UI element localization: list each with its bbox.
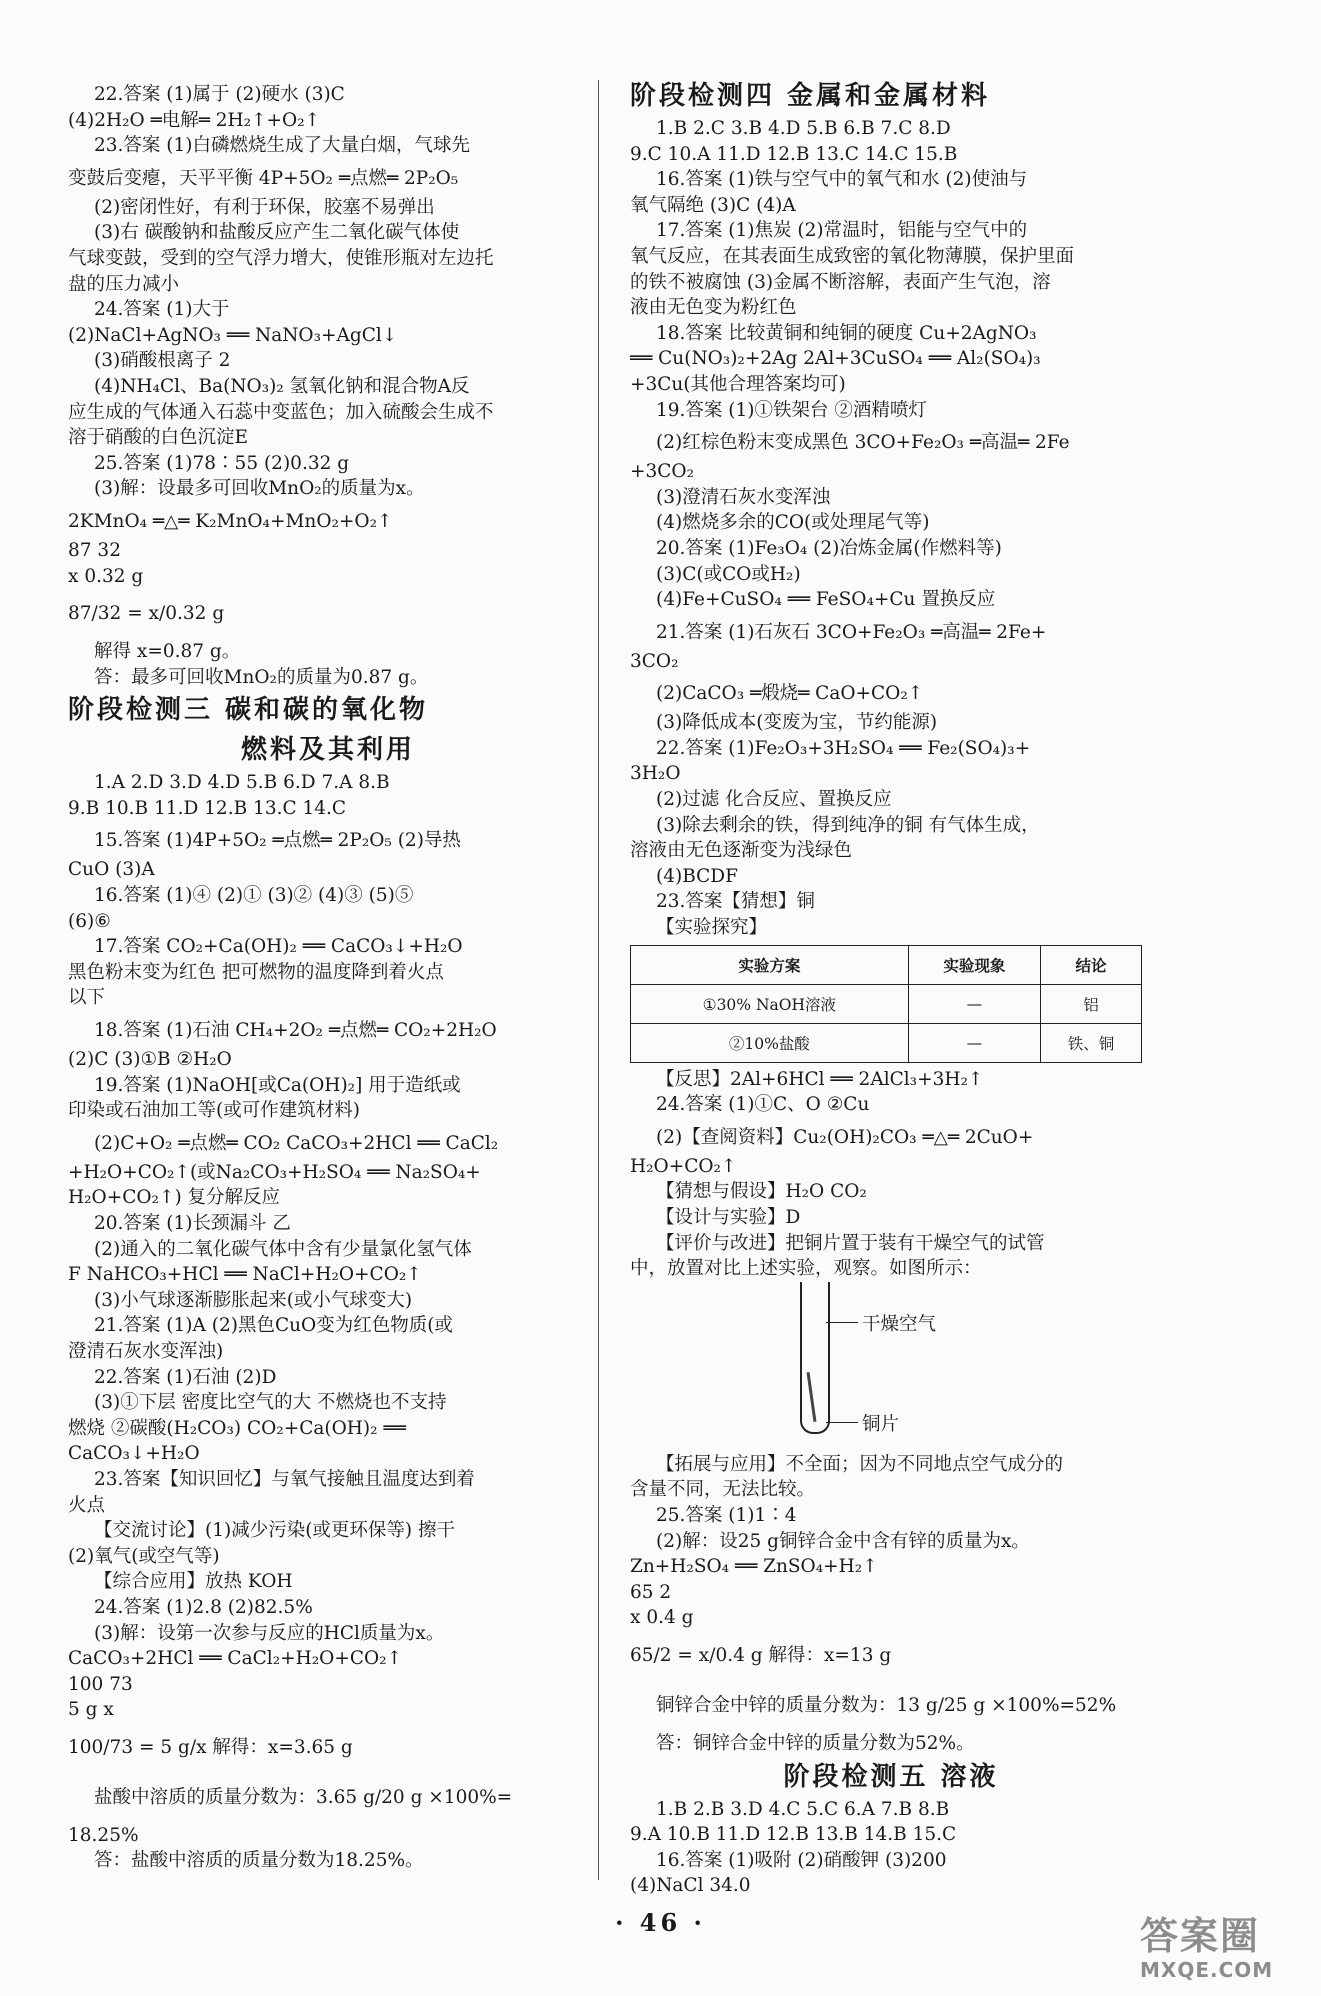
section-4-answers-cont [630, 1067, 1152, 1282]
right-column [630, 82, 1152, 1899]
text-line: 22.答案 (1)石油 (2)D [94, 1366, 277, 1388]
text-line: (4)燃烧多余的CO(或处理尾气等) [656, 512, 930, 534]
text-line: 溶于硝酸的白色沉淀E [68, 427, 249, 449]
table-header: 实验方案 [631, 945, 909, 984]
text-line: 1.B 2.B 3.D 4.C 5.C 6.A 7.B 8.B [656, 1798, 950, 1820]
text-line: (2)CaCO₃ ═煅烧═ CaO+CO₂↑ [656, 683, 924, 705]
text-line: +3Cu(其他合理答案均可) [630, 373, 846, 395]
text-line: x 0.4 g [630, 1607, 694, 1629]
text-line: 黑色粉末变为红色 把可燃物的温度降到着火点 [68, 961, 444, 983]
text-line: (3)硝酸根离子 2 [94, 350, 231, 372]
text-line: 氧气隔绝 (3)C (4)A [630, 194, 796, 216]
text-line: 100/73 = 5 g/x 解得：x=3.65 g [68, 1736, 353, 1758]
text-line: 1.B 2.C 3.B 4.D 5.B 6.B 7.C 8.D [656, 118, 951, 139]
text-line: 18.答案 (1)石油 CH₄+2O₂ ═点燃═ CO₂+2H₂O [94, 1020, 497, 1042]
text-line: 答：盐酸中溶质的质量分数为18.25%。 [94, 1850, 424, 1872]
text-line: CaCO₃+2HCl ══ CaCl₂+H₂O+CO₂↑ [68, 1648, 403, 1670]
text-line: (3)解：设最多可回收MnO₂的质量为x。 [94, 478, 425, 500]
text-line: 溶液由无色逐渐变为浅绿色 [630, 840, 853, 862]
text-line: 燃烧 ②碳酸(H₂CO₃) CO₂+Ca(OH)₂ ══ [68, 1417, 406, 1439]
text-line: (2)密闭性好，有利于环保，胶塞不易弹出 [94, 196, 435, 218]
text-line: (4)NaCl 34.0 [630, 1875, 751, 1897]
text-line: 24.答案 (1)大于 [94, 299, 230, 321]
text-line: 【评价与改进】把铜片置于装有干燥空气的试管 [656, 1232, 1045, 1254]
section-heading-3-sub: 燃料及其利用 [240, 735, 415, 766]
text-line: 【交流讨论】(1)减少污染(或更环保等) 擦干 [94, 1520, 456, 1542]
text-line: 含量不同，无法比较。 [630, 1479, 816, 1501]
text-line: 18.25% [68, 1824, 139, 1846]
text-line: 24.答案 (1)①C、O ②Cu [656, 1094, 870, 1116]
section-3-answers [68, 770, 588, 1874]
text-line: (3)C(或CO或H₂) [656, 563, 801, 585]
text-line: 65 2 [630, 1581, 672, 1603]
text-line: (4)NH₄Cl、Ba(NO₃)₂ 氢氧化钠和混合物A反 [94, 375, 470, 397]
text-line: ══ Cu(NO₃)₂+2Ag 2Al+3CuSO₄ ══ Al₂(SO₄)₃ [630, 348, 1041, 370]
text-line: (4)Fe+CuSO₄ ══ FeSO₄+Cu 置换反应 [656, 589, 996, 611]
text-line: 2KMnO₄ ═△═ K₂MnO₄+MnO₂+O₂↑ [68, 510, 393, 532]
text-line: (6)⑥ [68, 910, 111, 932]
text-line: 中，放置对比上述实验，观察。如图所示： [630, 1258, 982, 1280]
table-row [631, 984, 1142, 1023]
text-line: 印染或石油加工等(或可作建筑材料) [68, 1100, 360, 1122]
text-line: (2)C+O₂ ═点燃═ CO₂ CaCO₃+2HCl ══ CaCl₂ [94, 1132, 499, 1154]
text-line: 21.答案 (1)石灰石 3CO+Fe₂O₃ ═高温═ 2Fe+ [656, 621, 1047, 643]
section-4-answers [630, 116, 1152, 941]
text-line: (2)红棕色粉末变成黑色 3CO+Fe₂O₃ ═高温═ 2Fe [656, 432, 1070, 454]
text-line: +H₂O+CO₂↑(或Na₂CO₃+H₂SO₄ ══ Na₂SO₄+ [68, 1161, 481, 1183]
text-line: (3)澄清石灰水变浑浊 [656, 486, 831, 508]
figure-label-dry-air: 干燥空气 [862, 1313, 937, 1335]
test-tube-figure [630, 1282, 1152, 1452]
text-line: 5 g x [68, 1699, 114, 1721]
text-line: 87/32 = x/0.32 g [68, 603, 225, 625]
text-line: 21.答案 (1)A (2)黑色CuO变为红色物质(或 [94, 1315, 453, 1337]
table-header: 实验现象 [908, 945, 1040, 984]
text-line: 答：最多可回收MnO₂的质量为0.87 g。 [94, 666, 429, 688]
text-line: Zn+H₂SO₄ ══ ZnSO₄+H₂↑ [630, 1556, 878, 1578]
text-line: 100 73 [68, 1673, 133, 1695]
text-line: 【猜想与假设】H₂O CO₂ [656, 1181, 867, 1203]
text-line: 澄清石灰水变浑浊) [68, 1340, 224, 1362]
text-line: 【设计与实验】D [656, 1207, 801, 1228]
text-line: 变鼓后变瘪，天平平衡 4P+5O₂ ═点燃═ 2P₂O₅ [68, 167, 459, 189]
table-cell: — [908, 984, 1040, 1023]
text-line: 16.答案 (1)吸附 (2)硝酸钾 (3)200 [656, 1849, 947, 1871]
text-line: H₂O+CO₂↑ [630, 1155, 737, 1177]
watermark-url: MXQE.COM [1140, 1958, 1274, 1982]
text-line: (3)解：设第一次参与反应的HCl质量为x。 [94, 1622, 445, 1644]
leader-line [826, 1422, 858, 1424]
text-line: 23.答案【猜想】铜 [656, 891, 815, 913]
leader-line [826, 1322, 858, 1324]
watermark-text: 答案圈 [1140, 1914, 1261, 1958]
watermark-logo [1140, 1905, 1310, 1985]
column-divider [598, 80, 599, 1880]
text-line: 铜锌合金中锌的质量分数为：13 g/25 g ×100%=52% [656, 1694, 1117, 1716]
text-line: 65/2 = x/0.4 g 解得：x=13 g [630, 1644, 892, 1666]
table-cell: 铝 [1041, 984, 1142, 1023]
text-line: 17.答案 (1)焦炭 (2)常温时，铝能与空气中的 [656, 220, 1028, 242]
text-line: (3)除去剩余的铁，得到纯净的铜 有气体生成， [656, 814, 1040, 836]
text-line: (2)C (3)①B ②H₂O [68, 1049, 232, 1071]
table-cell: — [908, 1023, 1040, 1062]
experiment-table [630, 945, 1142, 1063]
text-line: 22.答案 (1)Fe₂O₃+3H₂SO₄ ══ Fe₂(SO₄)₃+ [656, 737, 1031, 759]
text-line: 9.C 10.A 11.D 12.B 13.C 14.C 15.B [630, 143, 958, 165]
text-line: (3)小气球逐渐膨胀起来(或小气球变大) [94, 1289, 413, 1311]
table-cell: 铁、铜 [1041, 1023, 1142, 1062]
table-cell: ②10%盐酸 [631, 1023, 909, 1062]
text-line: 以下 [68, 987, 106, 1009]
text-line: 【反思】2Al+6HCl ══ 2AlCl₃+3H₂↑ [656, 1068, 984, 1090]
text-line: CaCO₃↓+H₂O [68, 1443, 200, 1465]
text-line: 20.答案 (1)长颈漏斗 乙 [94, 1213, 291, 1234]
left-column [68, 82, 588, 1874]
text-line: 火点 [68, 1494, 106, 1516]
text-line: (3)右 碳酸钠和盐酸反应产生二氧化碳气体使 [94, 222, 460, 244]
text-line: 【拓展与应用】不全面；因为不同地点空气成分的 [656, 1453, 1064, 1475]
text-line: 气球变鼓，受到的空气浮力增大，使锥形瓶对左边托 [68, 247, 494, 269]
text-line: F NaHCO₃+HCl ══ NaCl+H₂O+CO₂↑ [68, 1264, 422, 1286]
text-line: 24.答案 (1)2.8 (2)82.5% [94, 1596, 313, 1618]
text-line: 23.答案 (1)白磷燃烧生成了大量白烟，气球先 [94, 135, 471, 157]
text-line: 22.答案 (1)属于 (2)硬水 (3)C [94, 84, 345, 105]
text-line: 17.答案 CO₂+Ca(OH)₂ ══ CaCO₃↓+H₂O [94, 936, 463, 958]
text-line: (2)过滤 化合反应、置换反应 [656, 789, 892, 811]
text-line: 盘的压力减小 [68, 273, 180, 295]
text-line: (2)解：设25 g铜锌合金中含有锌的质量为x。 [656, 1530, 1030, 1552]
figure-label-copper: 铜片 [862, 1413, 900, 1435]
text-line: x 0.32 g [68, 565, 144, 587]
text-line: (2)氧气(或空气等) [68, 1545, 220, 1567]
left-answers-block [68, 82, 588, 690]
table-cell: ①30% NaOH溶液 [631, 984, 909, 1023]
section-heading-5: 阶段检测五 溶液 [783, 1761, 999, 1792]
text-line: 答：铜锌合金中锌的质量分数为52%。 [656, 1732, 975, 1754]
text-line: 25.答案 (1)1∶4 [656, 1504, 797, 1526]
text-line: 87 32 [68, 539, 121, 561]
text-line: 25.答案 (1)78∶55 (2)0.32 g [94, 452, 350, 474]
text-line: 23.答案【知识回忆】与氧气接触且温度达到着 [94, 1468, 475, 1490]
section-5-answers [630, 1797, 1152, 1899]
text-line: 【实验探究】 [656, 917, 768, 939]
section-4-answers-end [630, 1452, 1152, 1757]
section-heading-4: 阶段检测四 金属和金属材料 [630, 81, 991, 111]
text-line: 液由无色变为粉红色 [630, 297, 797, 319]
table-row [631, 1023, 1142, 1062]
text-line: 3CO₂ [630, 650, 679, 672]
text-line: 盐酸中溶质的质量分数为：3.65 g/20 g ×100%= [94, 1786, 513, 1808]
text-line: (3)降低成本(变废为宝，节约能源) [656, 712, 938, 734]
text-line: 的铁不被腐蚀 (3)金属不断溶解，表面产生气泡，溶 [630, 271, 1051, 293]
text-line: (2)【查阅资料】Cu₂(OH)₂CO₃ ═△═ 2CuO+ [656, 1126, 1034, 1148]
page-number: · 46 · [615, 1908, 706, 1937]
text-line: 9.A 10.B 11.D 12.B 13.B 14.B 15.C [630, 1824, 957, 1846]
text-line: 氧气反应，在其表面生成致密的氧化物薄膜，保护里面 [630, 245, 1075, 267]
text-line: (4)BCDF [656, 865, 738, 887]
text-line: 18.答案 比较黄铜和纯铜的硬度 Cu+2AgNO₃ [656, 322, 1037, 344]
text-line: 15.答案 (1)4P+5O₂ ═点燃═ 2P₂O₅ (2)导热 [94, 830, 461, 852]
text-line: H₂O+CO₂↑) 复分解反应 [68, 1187, 281, 1209]
text-line: 3H₂O [630, 763, 681, 785]
section-heading-3: 阶段检测三 碳和碳的氧化物 [68, 695, 429, 726]
text-line: 19.答案 (1)①铁架台 ②酒精喷灯 [656, 399, 927, 421]
text-line: (4)2H₂O ═电解═ 2H₂↑+O₂↑ [68, 109, 321, 131]
table-header: 结论 [1041, 945, 1142, 984]
text-line: CuO (3)A [68, 859, 155, 881]
text-line: (3)①下层 密度比空气的大 不燃烧也不支持 [94, 1392, 447, 1414]
text-line: 解得 x=0.87 g。 [94, 641, 241, 663]
text-line: 16.答案 (1)④ (2)① (3)② (4)③ (5)⑤ [94, 885, 414, 907]
text-line: 应生成的气体通入石蕊中变蓝色；加入硫酸会生成不 [68, 401, 494, 423]
text-line: 20.答案 (1)Fe₃O₄ (2)冶炼金属(作燃料等) [656, 537, 1002, 559]
text-line: 19.答案 (1)NaOH[或Ca(OH)₂] 用于造纸或 [94, 1074, 461, 1096]
text-line: +3CO₂ [630, 461, 695, 483]
text-line: 16.答案 (1)铁与空气中的氧气和水 (2)使油与 [656, 169, 1028, 191]
text-line: 【综合应用】放热 KOH [94, 1571, 293, 1593]
text-line: 1.A 2.D 3.D 4.D 5.B 6.D 7.A 8.B [94, 772, 390, 794]
text-line: (2)NaCl+AgNO₃ ══ NaNO₃+AgCl↓ [68, 324, 398, 346]
text-line: (2)通入的二氧化碳气体中含有少量氯化氢气体 [94, 1238, 472, 1260]
text-line: 9.B 10.B 11.D 12.B 13.C 14.C [68, 797, 347, 819]
